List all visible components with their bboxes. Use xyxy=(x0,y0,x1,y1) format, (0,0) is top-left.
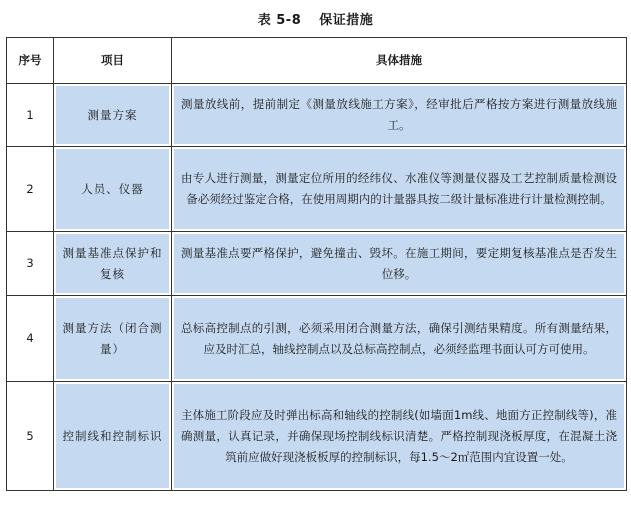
table-row xyxy=(7,296,627,382)
detail-cell xyxy=(172,382,627,491)
seq-value: 4 xyxy=(7,296,53,381)
item-cell xyxy=(54,84,172,147)
detail-value: 测量放线前，提前制定《测量放线施工方案》，经审批后严格按方案进行测量放线施工。 xyxy=(172,84,626,146)
seq-cell xyxy=(7,232,54,296)
seq-value: 3 xyxy=(7,232,53,295)
item-value: 控制线和控制标识 xyxy=(54,382,171,490)
table-title: 保证措施 xyxy=(319,13,374,28)
header-row xyxy=(7,38,627,84)
header-item: 项目 xyxy=(54,38,172,84)
seq-cell xyxy=(7,296,54,382)
seq-value: 1 xyxy=(7,84,53,146)
item-value: 测量方案 xyxy=(54,84,171,146)
item-cell xyxy=(54,382,172,491)
detail-value: 由专人进行测量，测量定位所用的经纬仪、水准仪等测量仪器及工艺控制质量检测设备必须经过鉴定合格，在使用周期内的计量器具按二级计量标准进行计量检测控制。 xyxy=(172,147,626,231)
item-value: 测量基准点保护和复核 xyxy=(54,232,171,295)
header-seq: 序号 xyxy=(7,38,54,84)
detail-cell xyxy=(172,84,627,147)
table-row xyxy=(7,84,627,147)
seq-value: 5 xyxy=(7,382,53,490)
seq-cell xyxy=(7,382,54,491)
detail-cell xyxy=(172,296,627,382)
table-row xyxy=(7,382,627,491)
detail-cell xyxy=(172,147,627,232)
table-caption xyxy=(0,9,631,28)
table-row xyxy=(7,147,627,232)
detail-value: 主体施工阶段应及时弹出标高和轴线的控制线(如墙面1m线、地面方正控制线等)，准确测量，认真记录，并确保现场控制线标识清楚。严格控制现浇板厚度，在混凝土浇筑前应做好现浇板板厚的控制标识，每1.5～2㎡范围内宜设置一处。 xyxy=(172,382,626,490)
detail-cell xyxy=(172,232,627,296)
header-detail: 具体措施 xyxy=(172,38,627,84)
detail-value: 测量基准点要严格保护，避免撞击、毁坏。在施工期间，要定期复核基准点是否发生位移。 xyxy=(172,232,626,295)
seq-cell xyxy=(7,147,54,232)
table-row xyxy=(7,232,627,296)
item-value: 测量方法（闭合测量） xyxy=(54,296,171,381)
table-number: 表 5-8 xyxy=(257,13,302,28)
detail-value: 总标高控制点的引测，必须采用闭合测量方法，确保引测结果精度。所有测量结果，应及时汇总，轴线控制点以及总标高控制点，必须经监理书面认可方可使用。 xyxy=(172,296,626,381)
seq-cell xyxy=(7,84,54,147)
item-cell xyxy=(54,296,172,382)
guarantee-measures-table xyxy=(6,37,627,491)
item-value: 人员、仪器 xyxy=(54,147,171,231)
item-cell xyxy=(54,232,172,296)
seq-value: 2 xyxy=(7,147,53,231)
item-cell xyxy=(54,147,172,232)
